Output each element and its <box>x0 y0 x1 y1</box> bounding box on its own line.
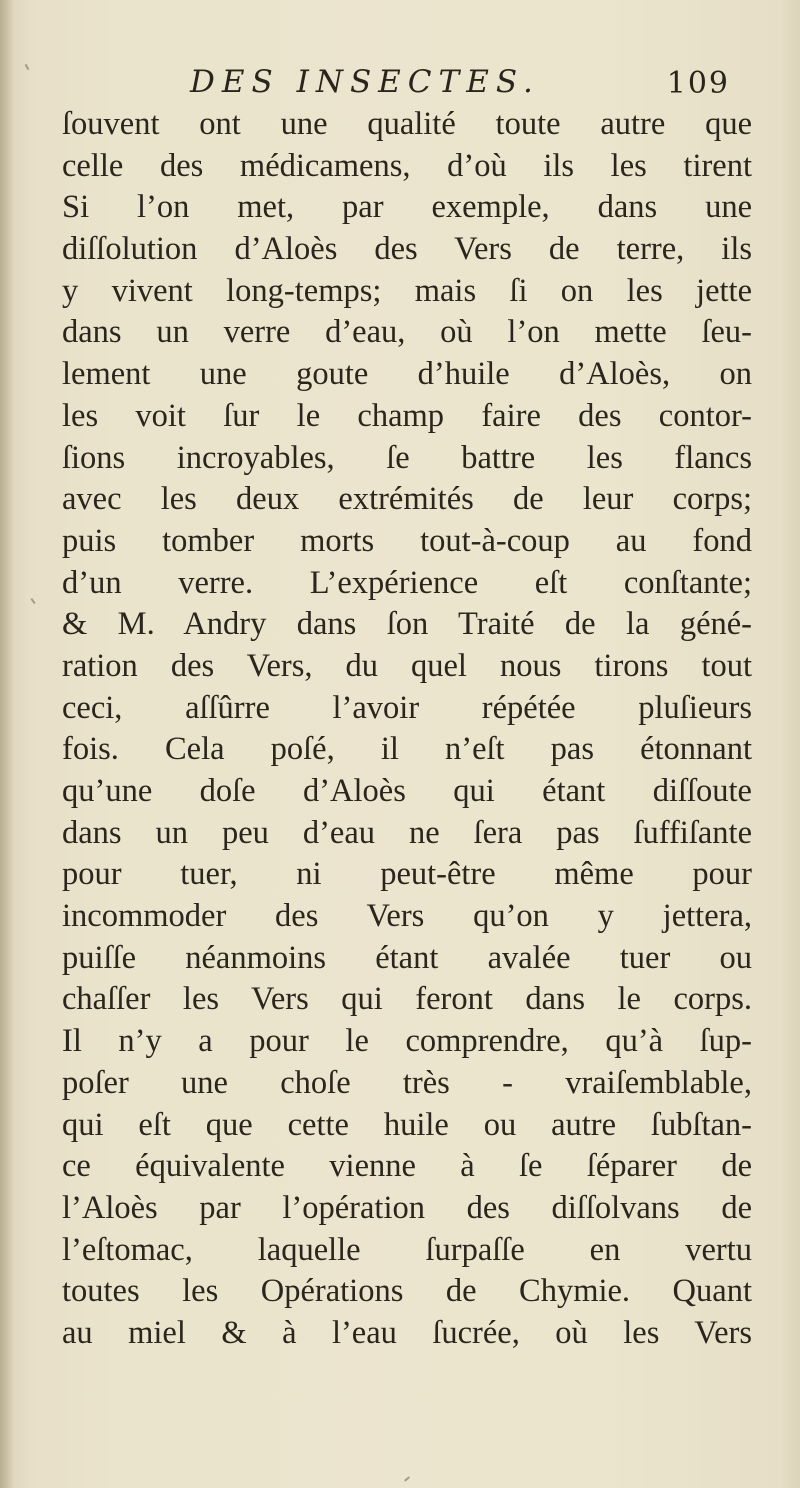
text-line: & M. Andry dans ſon Traité de la géné- <box>62 606 752 643</box>
text-line: lement une goute d’huile d’Aloès, on <box>62 356 752 393</box>
text-line: toutes les Opérations de Chymie. Quant <box>62 1273 752 1310</box>
text-line: ration des Vers, du quel nous tirons tout <box>62 647 752 684</box>
text-line: dans un peu d’eau ne ſera pas ſuffiſante <box>62 814 752 851</box>
page-number: 109 <box>666 66 730 101</box>
binding-shadow <box>0 0 14 1488</box>
text-line: Si l’on met, par exemple, dans une <box>62 189 752 226</box>
text-line: puis tomber morts tout-à-coup au fond <box>62 522 752 559</box>
text-line: poſer une choſe très - vraiſemblable, <box>62 1064 752 1101</box>
text-line: ce équivalente vienne à ſe ſéparer de <box>62 1148 752 1185</box>
text-line: celle des médicamens, d’où ils les tirent <box>62 147 752 184</box>
ink-speck <box>30 598 35 604</box>
text-line: au miel & à l’eau ſucrée, où les Vers <box>62 1314 752 1351</box>
text-line: qui eſt que cette huile ou autre ſubſtan- <box>62 1106 752 1143</box>
running-title: DES INSECTES. <box>190 64 540 100</box>
text-line: chaſſer les Vers qui feront dans le corps. <box>62 981 752 1018</box>
text-line: ceci, aſſûrre l’avoir répétée pluſieurs <box>62 689 752 726</box>
text-line: pour tuer, ni peut-être même pour <box>62 856 752 893</box>
text-line: y vivent long-temps; mais ſi on les jette <box>62 272 752 309</box>
text-line: avec les deux extrémités de leur corps; <box>62 481 752 518</box>
text-line: diſſolution d’Aloès des Vers de terre, ils <box>62 231 752 268</box>
text-line: incommoder des Vers qu’on y jettera, <box>62 898 752 935</box>
text-line: l’Aloès par l’opération des diſſolvans de <box>62 1189 752 1226</box>
text-line: Il n’y a pour le comprendre, qu’à ſup- <box>62 1023 752 1060</box>
body-text <box>62 104 752 1355</box>
text-line: fois. Cela poſé, il n’eſt pas étonnant <box>62 731 752 768</box>
text-line: les voit ſur le champ faire des contor- <box>62 397 752 434</box>
text-line: ſions incroyables, ſe battre les flancs <box>62 439 752 476</box>
text-line: l’eſtomac, laquelle ſurpaſſe en vertu <box>62 1231 752 1268</box>
text-line: d’un verre. L’expérience eſt conſtante; <box>62 564 752 601</box>
page-header <box>190 64 730 108</box>
ink-speck <box>25 64 30 70</box>
text-line: dans un verre d’eau, où l’on mette ſeu- <box>62 314 752 351</box>
text-line: puiſſe néanmoins étant avalée tuer ou <box>62 939 752 976</box>
text-line: ſouvent ont une qualité toute autre que <box>62 106 752 142</box>
text-line: qu’une doſe d’Aloès qui étant diſſoute <box>62 773 752 809</box>
ink-speck <box>404 1476 410 1481</box>
